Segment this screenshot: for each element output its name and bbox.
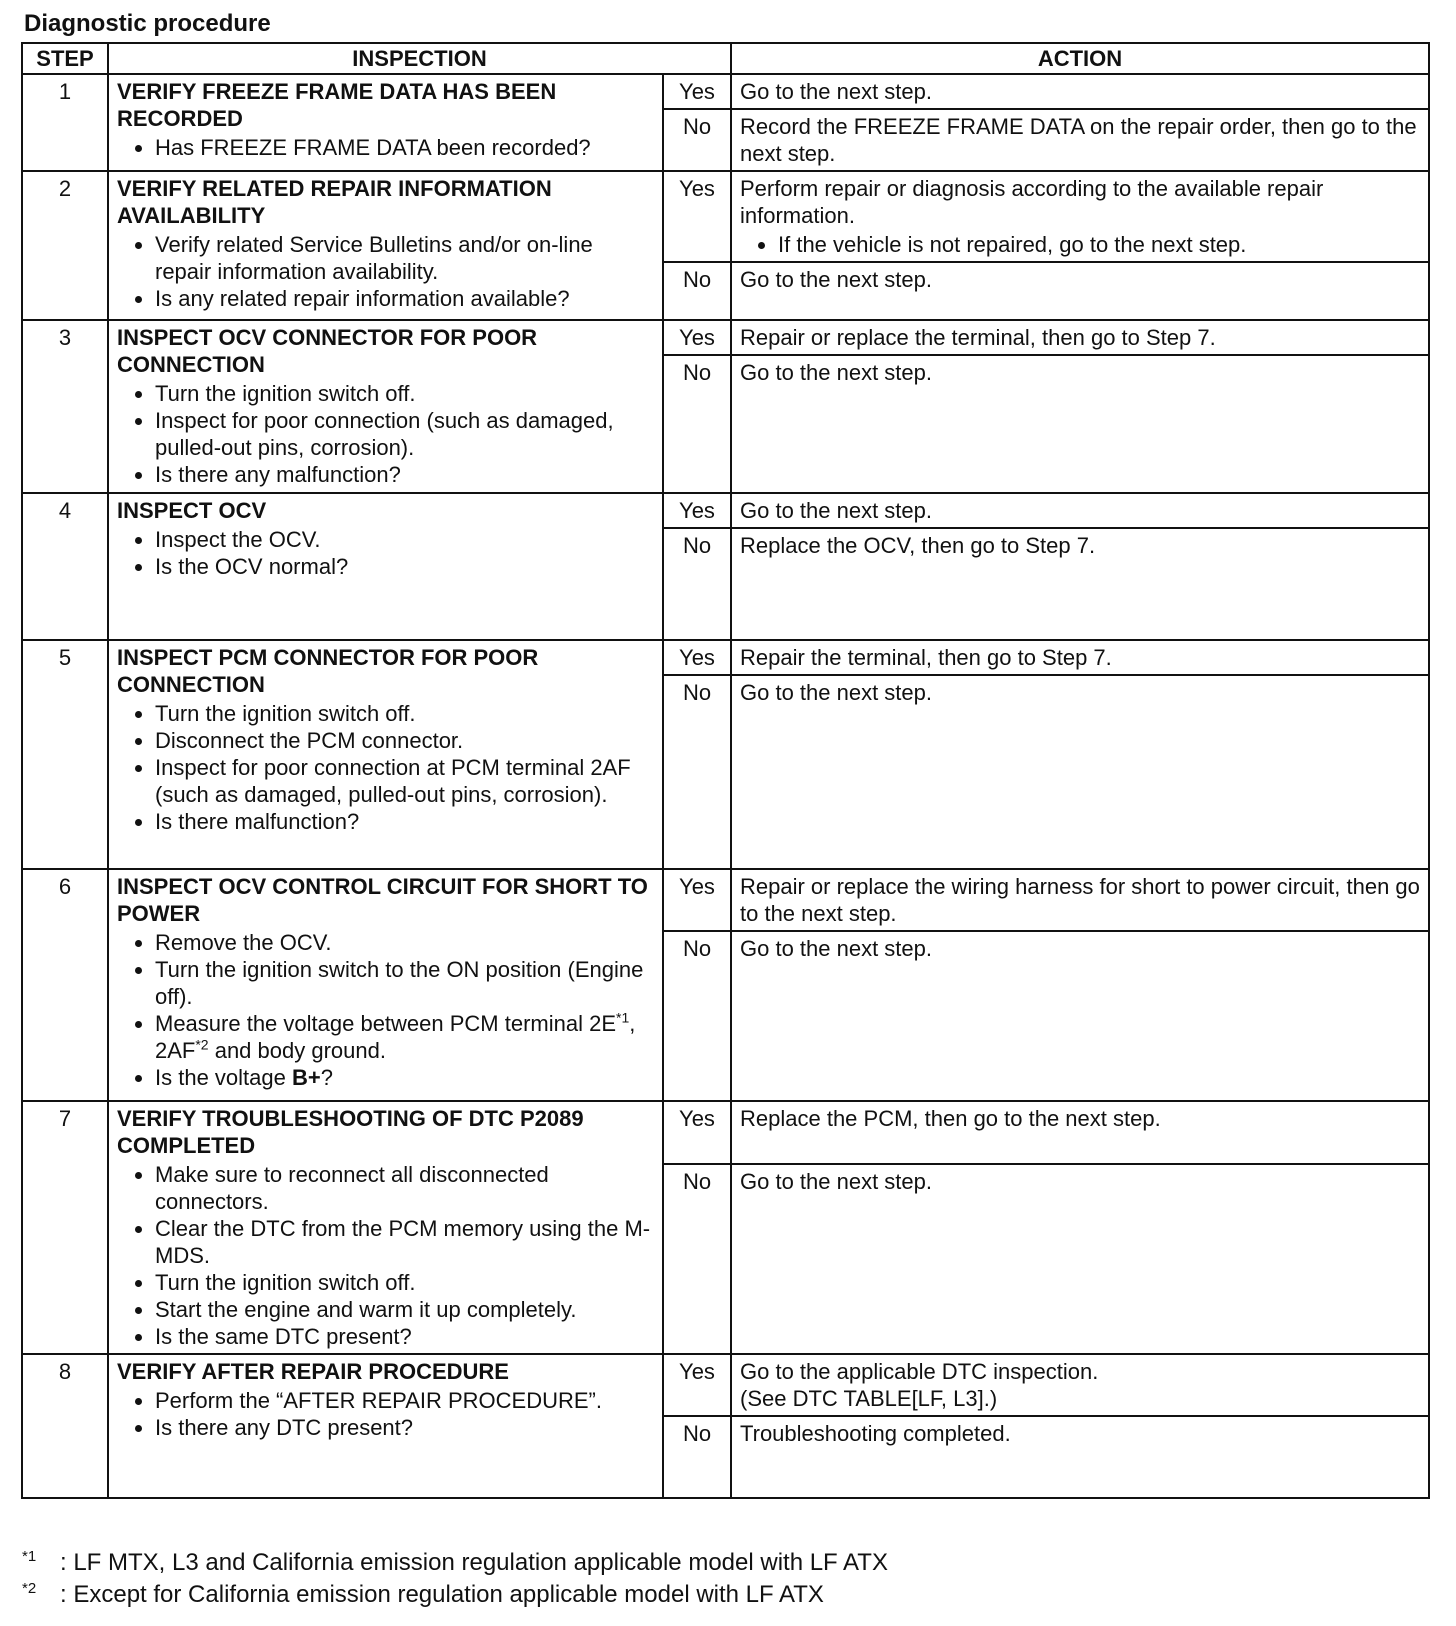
inspection-column-header: INSPECTION [108,43,731,74]
yes-action [731,171,1429,262]
table-row [22,1354,1429,1416]
footnote-ref: *2 [195,1036,209,1053]
footnote-mark: *2 [22,1580,37,1597]
footnote [22,1579,888,1611]
yes-action-text: Perform repair or diagnosis according to the available repair information. [740,176,1324,228]
list-item [155,1010,654,1064]
inspection-bullets [117,380,654,488]
page-title: Diagnostic procedure [24,10,271,37]
no-label: No [663,355,731,493]
list-item: • Turn the ignition switch off. [155,380,654,407]
measure-text: Measure the voltage between PCM terminal 2E [155,1011,617,1036]
inspection-title: VERIFY FREEZE FRAME DATA HAS BEEN RECORDED [117,79,557,131]
list-item: • Turn the ignition switch off. [155,1269,654,1296]
no-action: Go to the next step. [731,1164,1429,1354]
yes-action: Repair or replace the terminal, then go to Step 7. [731,320,1429,355]
inspection-cell [108,493,663,640]
inspection-title: VERIFY RELATED REPAIR INFORMATION AVAILABILITY [117,176,552,228]
yes-label: Yes [663,320,731,355]
question-text: Is the voltage [155,1065,292,1090]
inspection-title: INSPECT OCV [117,498,267,523]
step-number: 1 [22,74,108,171]
inspection-title: VERIFY AFTER REPAIR PROCEDURE [117,1359,509,1384]
step-column-header: STEP [22,43,108,74]
list-item: • Start the engine and warm it up completely. [155,1296,654,1323]
list-item: • Verify related Service Bulletins and/or on-line repair information availability. [155,231,654,285]
list-item: • Turn the ignition switch to the ON position (Engine off). [155,956,654,1010]
action-column-header: ACTION [731,43,1429,74]
inspection-bullets [117,526,654,580]
list-item: • Is the same DTC present? [155,1323,654,1350]
yes-label: Yes [663,493,731,528]
no-label: No [663,931,731,1101]
yes-action-bullets [740,231,1420,258]
list-item: • Disconnect the PCM connector. [155,727,654,754]
no-label: No [663,675,731,869]
no-label: No [663,1416,731,1498]
inspection-cell [108,171,663,320]
list-item: • Inspect for poor connection at PCM terminal 2AF (such as damaged, pulled-out pins, corrosion). [155,754,654,808]
table-row [22,320,1429,355]
footnote-text: : LF MTX, L3 and California emission regulation applicable model with LF ATX [60,1549,888,1576]
table-row [22,493,1429,528]
inspection-bullets [117,231,654,312]
yes-action-text: Go to the applicable DTC inspection. [740,1359,1099,1384]
yes-action [731,1354,1429,1416]
inspection-cell [108,74,663,171]
list-item: • Is any related repair information available? [155,285,654,312]
yes-action: Replace the PCM, then go to the next step. [731,1101,1429,1164]
list-item: • Perform the “AFTER REPAIR PROCEDURE”. [155,1387,654,1414]
list-item: • If the vehicle is not repaired, go to the next step. [778,231,1420,258]
inspection-cell [108,320,663,493]
yes-label: Yes [663,640,731,675]
no-action: Replace the OCV, then go to Step 7. [731,528,1429,640]
inspection-title: INSPECT OCV CONTROL CIRCUIT FOR SHORT TO POWER [117,874,648,926]
inspection-bullets [117,134,654,161]
inspection-cell [108,869,663,1101]
list-item: • Inspect the OCV. [155,526,654,553]
table-row [22,1101,1429,1164]
footnote-mark: *1 [22,1548,37,1565]
list-item: • Inspect for poor connection (such as damaged, pulled-out pins, corrosion). [155,407,654,461]
no-label: No [663,528,731,640]
measure-text: , 2AF [155,1011,636,1063]
list-item: • Is the OCV normal? [155,553,654,580]
no-action: Troubleshooting completed. [731,1416,1429,1498]
list-item: • Turn the ignition switch off. [155,700,654,727]
measure-text: and body ground. [208,1038,386,1063]
table-row [22,74,1429,109]
step-number: 5 [22,640,108,869]
footnote-ref: *1 [616,1009,630,1026]
no-action: Record the FREEZE FRAME DATA on the repair order, then go to the next step. [731,109,1429,171]
table-row [22,171,1429,262]
table-header-row [22,43,1429,74]
footnote-text: : Except for California emission regulation applicable model with LF ATX [60,1581,824,1608]
no-label: No [663,1164,731,1354]
no-action: Go to the next step. [731,675,1429,869]
list-item: • Is there any malfunction? [155,461,654,488]
step-number: 8 [22,1354,108,1498]
footnotes [22,1547,888,1611]
yes-action: Go to the next step. [731,74,1429,109]
footnote [22,1547,888,1579]
inspection-cell [108,640,663,869]
list-item [155,1064,654,1091]
inspection-cell [108,1354,663,1498]
table-row [22,640,1429,675]
yes-action-reference: (See DTC TABLE[LF, L3].) [740,1386,998,1411]
list-item: • Has FREEZE FRAME DATA been recorded? [155,134,654,161]
list-item: • Clear the DTC from the PCM memory using the M-MDS. [155,1215,654,1269]
no-action: Go to the next step. [731,931,1429,1101]
inspection-title: INSPECT OCV CONNECTOR FOR POOR CONNECTION [117,325,538,377]
inspection-bullets [117,1387,654,1441]
no-label: No [663,262,731,320]
no-label: No [663,109,731,171]
no-action: Go to the next step. [731,355,1429,493]
diagnostic-table [21,42,1430,1499]
yes-label: Yes [663,1354,731,1416]
inspection-bullets [117,700,654,835]
inspection-title: INSPECT PCM CONNECTOR FOR POOR CONNECTION [117,645,539,697]
yes-label: Yes [663,74,731,109]
step-number: 7 [22,1101,108,1354]
question-value: B+ [291,1065,321,1090]
list-item: • Remove the OCV. [155,929,654,956]
list-item: • Is there malfunction? [155,808,654,835]
yes-action: Repair the terminal, then go to Step 7. [731,640,1429,675]
inspection-cell [108,1101,663,1354]
no-action: Go to the next step. [731,262,1429,320]
yes-label: Yes [663,171,731,262]
yes-label: Yes [663,1101,731,1164]
step-number: 6 [22,869,108,1101]
inspection-bullets [117,929,654,1091]
inspection-bullets [117,1161,654,1350]
list-item: • Make sure to reconnect all disconnected connectors. [155,1161,654,1215]
table-row [22,869,1429,931]
yes-label: Yes [663,869,731,931]
list-item: • Is there any DTC present? [155,1414,654,1441]
yes-action: Go to the next step. [731,493,1429,528]
step-number: 3 [22,320,108,493]
step-number: 2 [22,171,108,320]
yes-action: Repair or replace the wiring harness for short to power circuit, then go to the next step. [731,869,1429,931]
step-number: 4 [22,493,108,640]
question-end: ? [320,1065,333,1090]
inspection-title: VERIFY TROUBLESHOOTING OF DTC P2089 COMPLETED [117,1106,584,1158]
